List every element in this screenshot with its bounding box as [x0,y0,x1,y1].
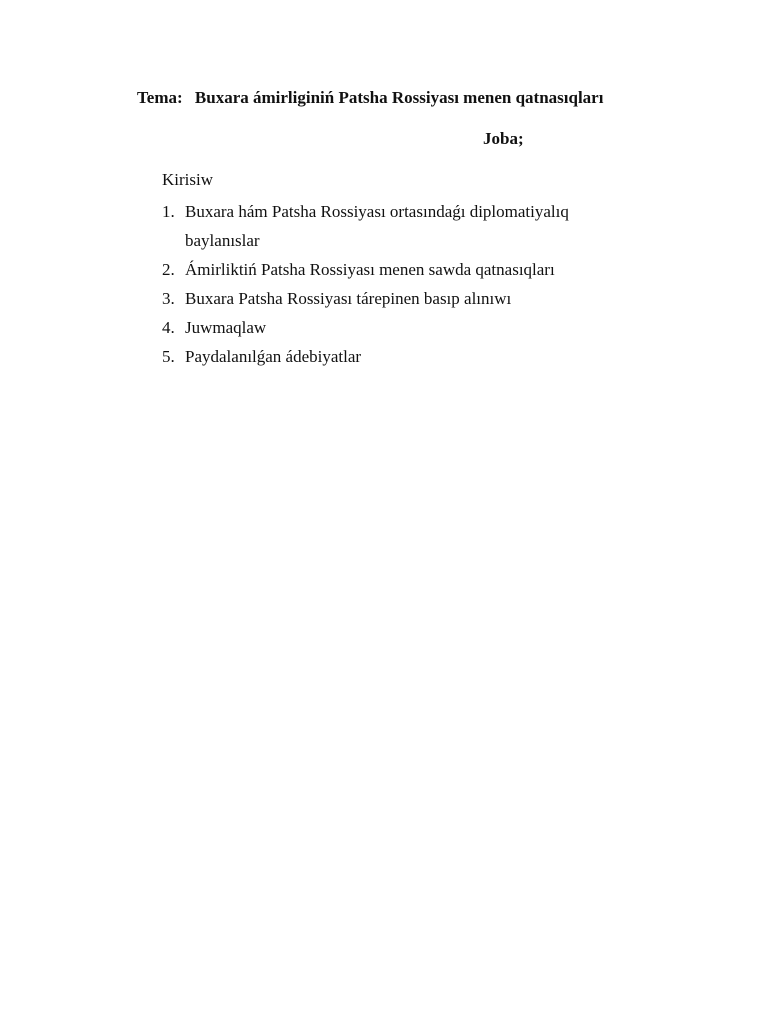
list-item-number: 1. [162,202,175,221]
list-item [162,197,612,255]
title-text: Buxara ámirliginiń Patsha Rossiyası menen qatnasıqları [194,88,604,107]
document-title [137,86,603,110]
list-item [162,342,612,371]
list-item-text: Ámirliktiń Patsha Rossiyası menen sawda qatnasıqları [185,260,555,279]
list-item-number: 2. [162,260,175,279]
plan-heading: Joba; [483,129,524,148]
list-item-text: Juwmaqlaw [185,318,267,337]
list-item [162,255,612,284]
list-item-number: 4. [162,318,175,337]
list-item-number: 5. [162,347,175,366]
intro-item: Kirisiw [162,170,213,189]
list-item-number: 3. [162,289,175,308]
title-label: Tema: [137,88,183,107]
list-item [162,313,612,342]
list-item-text: Buxara hám Patsha Rossiyası ortasındaǵı diplomatiyalıq baylanıslar [185,202,569,250]
list-item-text: Paydalanılǵan ádebiyatlar [185,347,362,366]
list-item [162,284,612,313]
list-item-text: Buxara Patsha Rossiyası tárepinen basıp alınıwı [185,289,512,308]
plan-list [162,197,612,371]
